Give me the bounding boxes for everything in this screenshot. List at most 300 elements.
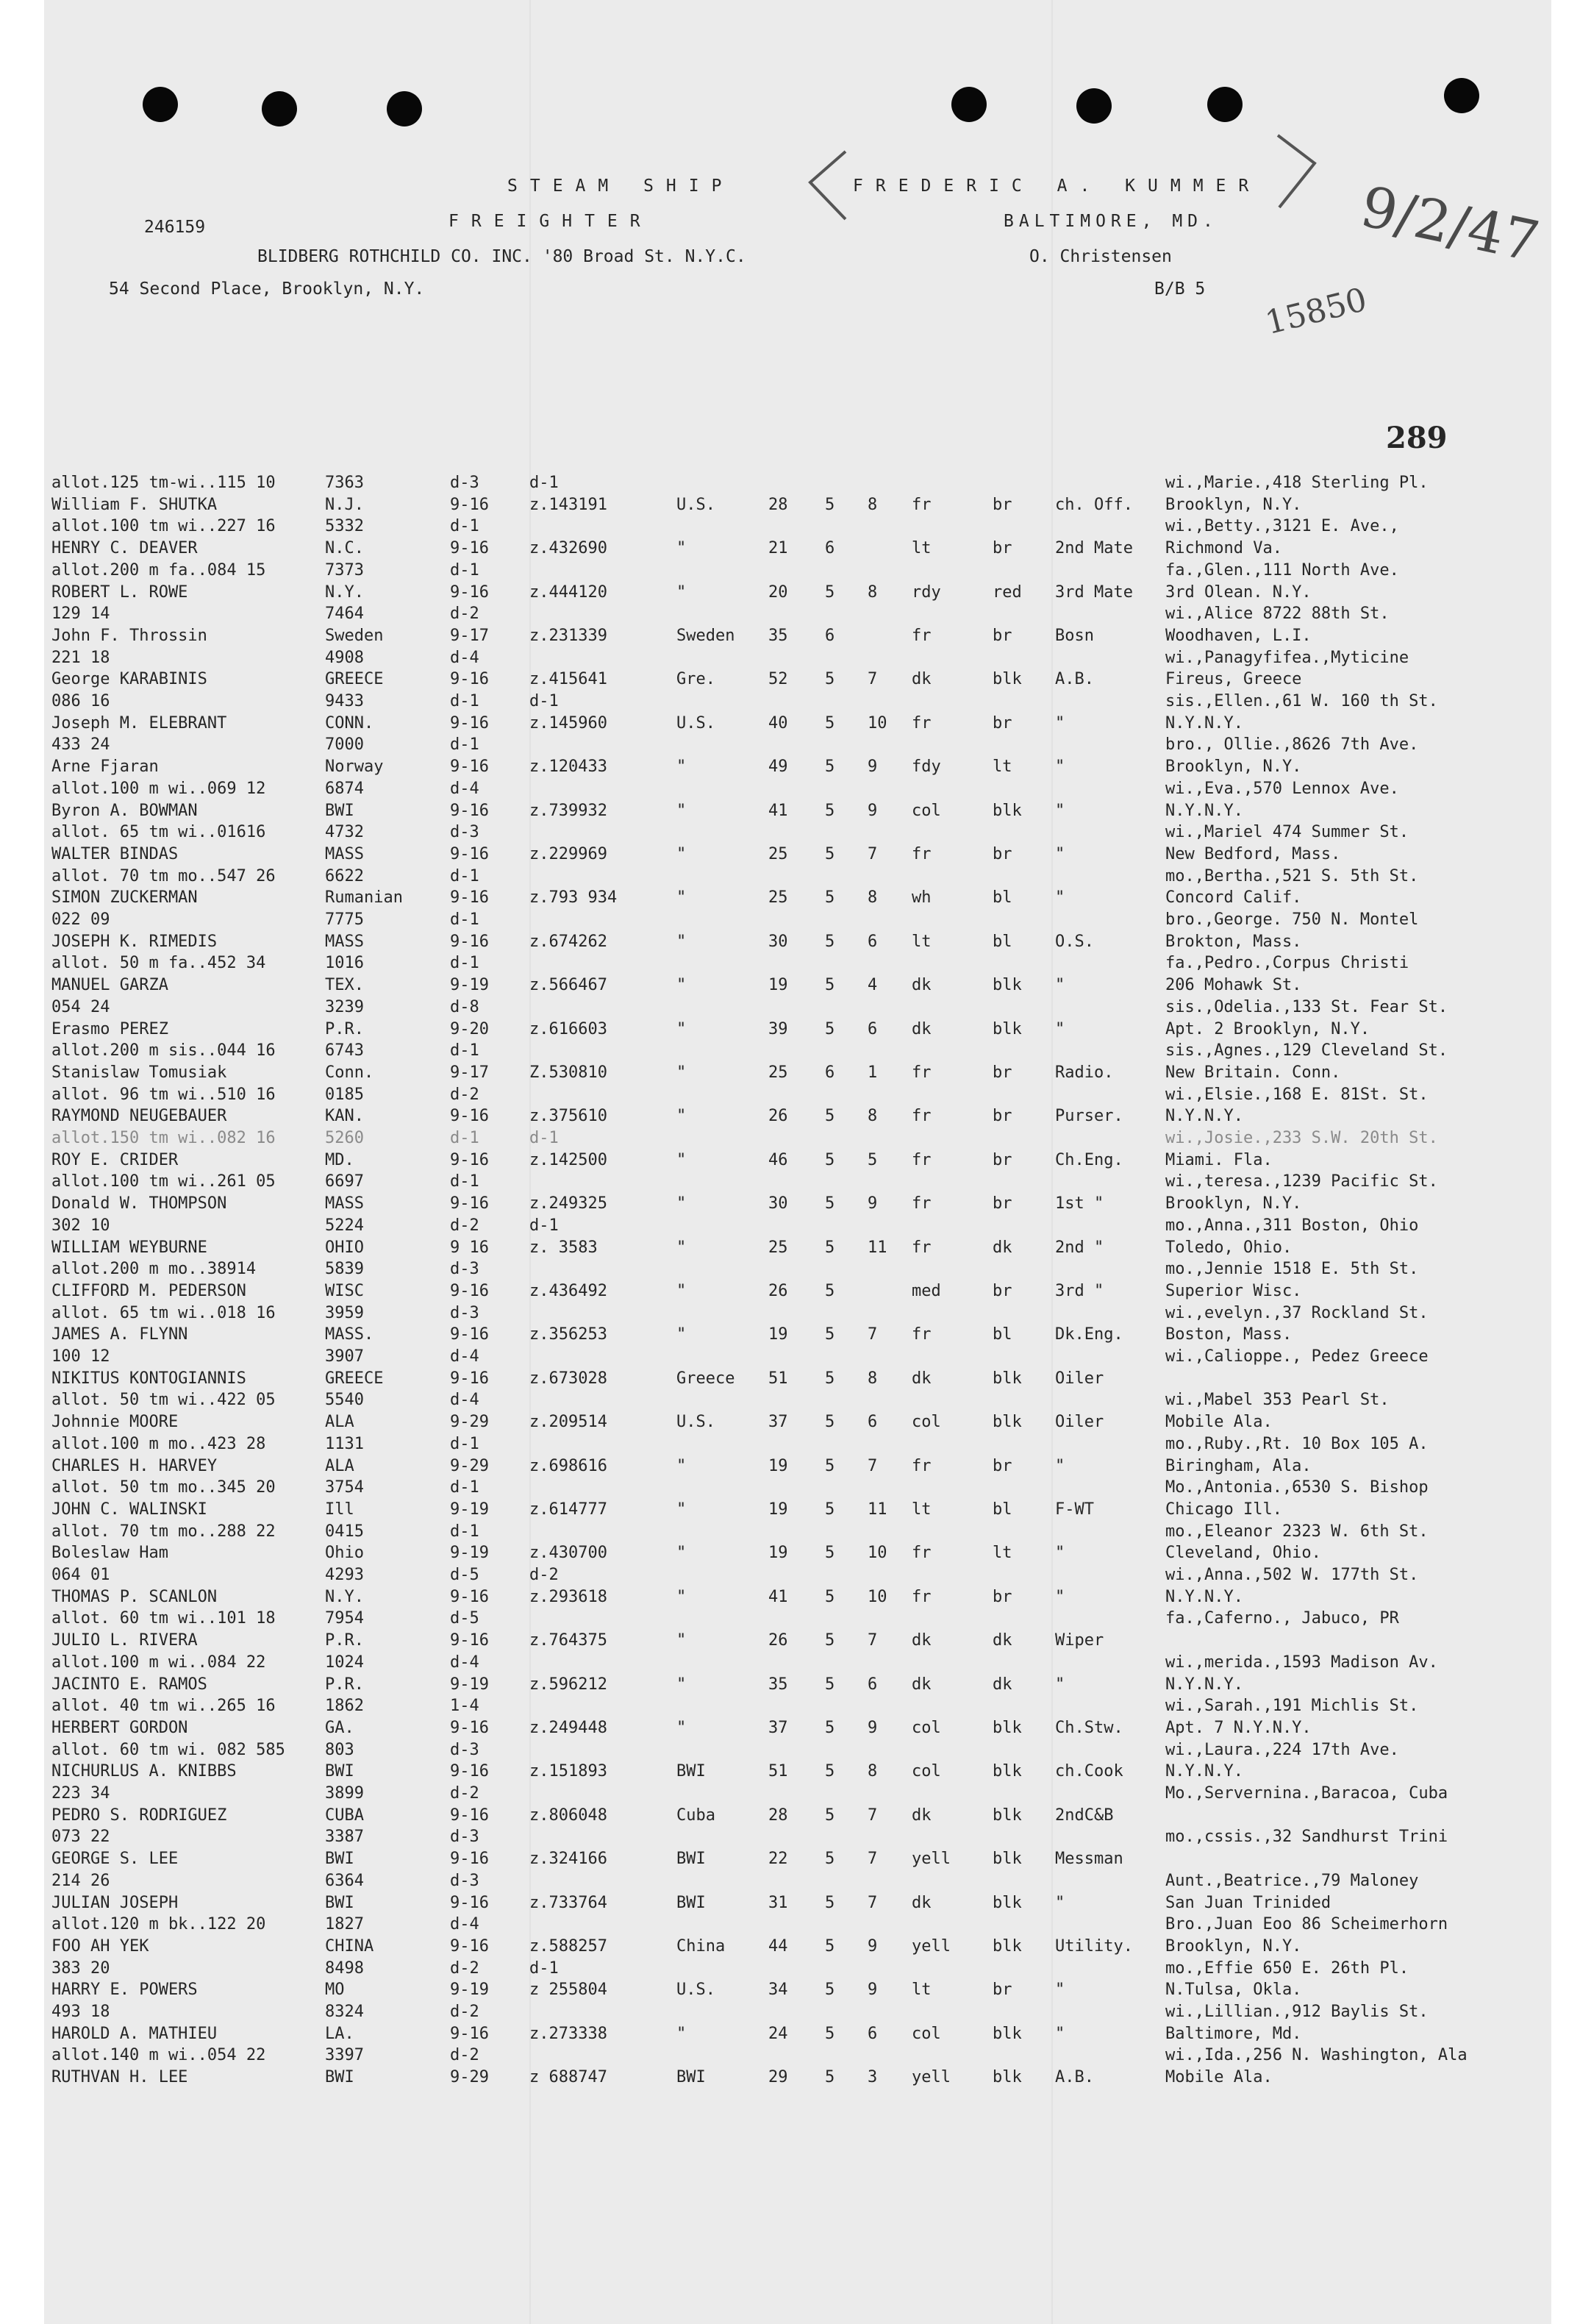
hair: br [993, 1981, 1012, 2000]
certificate-number: z.209514 [529, 1413, 607, 1432]
ship-date-or-document: d-2 [450, 605, 479, 624]
next-of-kin: Mo.,Antonia.,6530 S. Bishop [1165, 1478, 1429, 1497]
age: 19 [768, 1325, 788, 1344]
height-feet: 5 [825, 1981, 835, 2000]
crew-name-or-allotment: Joseph M. ELEBRANT [51, 713, 227, 733]
birthplace-or-code: BWI [325, 1893, 354, 1912]
complexion: col [912, 1718, 941, 1737]
age: 20 [768, 582, 788, 602]
rating: " [1055, 1893, 1065, 1912]
crew-name-or-allotment: Johnnie MOORE [51, 1413, 179, 1432]
height-inches: 10 [868, 1587, 887, 1606]
next-of-kin: Superior Wisc. [1165, 1281, 1302, 1300]
complexion: yell [912, 1936, 951, 1956]
next-of-kin: Brooklyn, N.Y. [1165, 1936, 1302, 1956]
certificate-number: z.444120 [529, 582, 607, 602]
complexion: med [912, 1281, 941, 1300]
crew-name-or-allotment: JOHN C. WALINSKI [51, 1500, 207, 1519]
manifest-row [44, 1848, 1551, 1870]
ship-date-or-document: 9 16 [450, 1238, 489, 1257]
hair: br [993, 1107, 1012, 1126]
rating: 3rd Mate [1055, 582, 1133, 602]
rating: Oiler [1055, 1369, 1104, 1388]
manifest-row [44, 952, 1551, 974]
ship-date-or-document: d-8 [450, 997, 479, 1016]
birthplace-or-code: N.Y. [325, 582, 364, 602]
certificate-number: z.698616 [529, 1456, 607, 1475]
height-inches: 7 [868, 844, 878, 863]
hair: blk [993, 1413, 1022, 1432]
complexion: dk [912, 976, 932, 995]
age: 41 [768, 1587, 788, 1606]
height-feet: 5 [825, 1806, 835, 1825]
complexion: yell [912, 1850, 951, 1869]
manifest-row [44, 734, 1551, 756]
rating: Dk.Eng. [1055, 1325, 1123, 1344]
complexion: wh [912, 888, 932, 908]
crew-name-or-allotment: 221 18 [51, 648, 110, 667]
next-of-kin: Apt. 7 N.Y.N.Y. [1165, 1718, 1312, 1737]
ship-date-or-document: 9-16 [450, 932, 489, 951]
manifest-row [44, 2001, 1551, 2023]
age: 49 [768, 758, 788, 777]
age: 35 [768, 626, 788, 645]
birthplace-or-code: P.R. [325, 1675, 364, 1694]
manifest-row [44, 625, 1551, 647]
ship-date-or-document: d-5 [450, 1609, 479, 1628]
age: 26 [768, 1631, 788, 1650]
next-of-kin: fa.,Pedro.,Corpus Christi [1165, 954, 1409, 973]
complexion: lt [912, 932, 932, 951]
complexion: col [912, 1413, 941, 1432]
complexion: dk [912, 1675, 932, 1694]
next-of-kin: wi.,Laura.,224 17th Ave. [1165, 1740, 1399, 1759]
height-inches: 7 [868, 1456, 878, 1475]
next-of-kin: wi.,Betty.,3121 E. Ave., [1165, 517, 1399, 536]
next-of-kin: Mobile Ala. [1165, 2068, 1273, 2087]
manifest-row [44, 1958, 1551, 1980]
nationality: U.S. [676, 713, 715, 733]
ship-date-or-document: 9-17 [450, 1063, 489, 1082]
age: 19 [768, 1500, 788, 1519]
complexion: fr [912, 1456, 932, 1475]
hair: br [993, 539, 1012, 558]
nationality: " [676, 1238, 687, 1257]
crew-name-or-allotment: Stanislaw Tomusiak [51, 1063, 227, 1082]
age: 41 [768, 801, 788, 820]
crew-name-or-allotment: allot.100 tm wi..227 16 [51, 517, 276, 536]
next-of-kin: mo.,Anna.,311 Boston, Ohio [1165, 1216, 1419, 1235]
crew-name-or-allotment: 214 26 [51, 1871, 110, 1890]
manifest-row [44, 1826, 1551, 1848]
next-of-kin: N.Y.N.Y. [1165, 713, 1243, 733]
birthplace-or-code: 3899 [325, 1784, 364, 1803]
manifest-row [44, 1171, 1551, 1193]
nationality: " [676, 1063, 687, 1082]
punch-hole [1444, 78, 1479, 113]
certificate-number: z.356253 [529, 1325, 607, 1344]
next-of-kin: San Juan Trinided [1165, 1893, 1331, 1912]
certificate-number: z.324166 [529, 1850, 607, 1869]
birthplace-or-code: MASS [325, 932, 364, 951]
rating: " [1055, 1587, 1065, 1606]
nationality: " [676, 1631, 687, 1650]
birthplace-or-code: 4908 [325, 648, 364, 667]
ship-date-or-document: d-1 [450, 866, 479, 885]
crew-name-or-allotment: ROY E. CRIDER [51, 1150, 179, 1169]
rating: Oiler [1055, 1413, 1104, 1432]
next-of-kin: wi.,merida.,1593 Madison Av. [1165, 1653, 1438, 1672]
manifest-row [44, 909, 1551, 931]
height-feet: 5 [825, 1762, 835, 1781]
nationality: " [676, 1107, 687, 1126]
rating: ch.Cook [1055, 1762, 1123, 1781]
age: 34 [768, 1981, 788, 2000]
nationality: BWI [676, 1893, 706, 1912]
next-of-kin: bro., Ollie.,8626 7th Ave. [1165, 735, 1419, 755]
height-inches: 8 [868, 495, 878, 514]
birthplace-or-code: CONN. [325, 713, 374, 733]
certificate-number: z.145960 [529, 713, 607, 733]
birthplace-or-code: Ohio [325, 1544, 364, 1563]
ship-date-or-document: d-5 [450, 1566, 479, 1584]
rating: " [1055, 888, 1065, 908]
next-of-kin: wi.,Calioppe., Pedez Greece [1165, 1347, 1429, 1366]
birthplace-or-code: KAN. [325, 1107, 364, 1126]
crew-name-or-allotment: allot.120 m bk..122 20 [51, 1915, 266, 1934]
manifest-row [44, 1936, 1551, 1958]
birthplace-or-code: 0415 [325, 1522, 364, 1541]
certificate-number: d-1 [529, 1129, 559, 1147]
next-of-kin: sis.,Odelia.,133 St. Fear St. [1165, 997, 1448, 1016]
hair: br [993, 1456, 1012, 1475]
ship-date-or-document: d-3 [450, 1871, 479, 1890]
manifest-row [44, 1258, 1551, 1280]
ship-date-or-document: 9-16 [450, 2024, 489, 2043]
height-inches: 9 [868, 1718, 878, 1737]
birthplace-or-code: 3239 [325, 997, 364, 1016]
birthplace-or-code: P.R. [325, 1631, 364, 1650]
crew-name-or-allotment: GEORGE S. LEE [51, 1850, 179, 1869]
height-feet: 5 [825, 582, 835, 602]
crew-name-or-allotment: allot.200 m mo..38914 [51, 1260, 257, 1279]
rating: Messman [1055, 1850, 1123, 1869]
manifest-row [44, 1892, 1551, 1914]
ship-date-or-document: d-2 [450, 1784, 479, 1803]
birthplace-or-code: 8498 [325, 1958, 364, 1978]
birthplace-or-code: Norway [325, 758, 384, 777]
next-of-kin: wi.,Lillian.,912 Baylis St. [1165, 2003, 1429, 2021]
nationality: U.S. [676, 1413, 715, 1432]
birthplace-or-code: ALA [325, 1413, 354, 1432]
manifest-row [44, 1084, 1551, 1106]
height-feet: 5 [825, 2024, 835, 2043]
ship-date-or-document: 9-16 [450, 1369, 489, 1388]
crew-name-or-allotment: Byron A. BOWMAN [51, 801, 198, 820]
height-inches: 7 [868, 1631, 878, 1650]
height-feet: 6 [825, 626, 835, 645]
height-inches: 5 [868, 1150, 878, 1169]
manifest-row [44, 538, 1551, 560]
crew-name-or-allotment: 073 22 [51, 1828, 110, 1847]
birthplace-or-code: GREECE [325, 1369, 384, 1388]
manifest-row [44, 2023, 1551, 2045]
manifest-row [44, 472, 1551, 494]
height-feet: 5 [825, 1936, 835, 1956]
ship-date-or-document: 9-16 [450, 1718, 489, 1737]
steamship-label: STEAM SHIP [507, 177, 734, 196]
crew-name-or-allotment: WALTER BINDAS [51, 844, 179, 863]
complexion: fdy [912, 758, 941, 777]
birthplace-or-code: 3397 [325, 2046, 364, 2065]
next-of-kin: Apt. 2 Brooklyn, N.Y. [1165, 1019, 1370, 1038]
nationality: " [676, 1718, 687, 1737]
certificate-number: z.739932 [529, 801, 607, 820]
punch-hole [262, 91, 297, 126]
manifest-row [44, 1783, 1551, 1805]
height-feet: 5 [825, 1369, 835, 1388]
height-inches: 10 [868, 1544, 887, 1563]
manifest-row [44, 1674, 1551, 1696]
birthplace-or-code: 3387 [325, 1828, 364, 1847]
ship-date-or-document: d-2 [450, 1216, 479, 1235]
certificate-number: z.293618 [529, 1587, 607, 1606]
height-inches: 1 [868, 1063, 878, 1082]
crew-name-or-allotment: allot.100 m mo..423 28 [51, 1434, 266, 1453]
certificate-number: z.375610 [529, 1107, 607, 1126]
rating: Bosn [1055, 626, 1094, 645]
birthplace-or-code: MO [325, 1981, 345, 2000]
complexion: col [912, 801, 941, 820]
rating: " [1055, 713, 1065, 733]
complexion: col [912, 1762, 941, 1781]
ship-date-or-document: 9-16 [450, 1806, 489, 1825]
height-inches: 4 [868, 976, 878, 995]
manifest-row [44, 756, 1551, 778]
manifest-row [44, 1499, 1551, 1521]
rating: " [1055, 1544, 1065, 1563]
age: 30 [768, 932, 788, 951]
next-of-kin: New Bedford, Mass. [1165, 844, 1341, 863]
birthplace-or-code: 6364 [325, 1871, 364, 1890]
complexion: fr [912, 1150, 932, 1169]
age: 46 [768, 1150, 788, 1169]
height-feet: 5 [825, 1631, 835, 1650]
age: 25 [768, 1238, 788, 1257]
certificate-number: z.432690 [529, 539, 607, 558]
certificate-number: d-1 [529, 692, 559, 710]
berth: B/B 5 [1154, 279, 1206, 299]
nationality: " [676, 2024, 687, 2043]
nationality: China [676, 1936, 726, 1956]
nationality: " [676, 1281, 687, 1300]
next-of-kin: wi.,teresa.,1239 Pacific St. [1165, 1172, 1438, 1191]
ship-date-or-document: d-1 [450, 692, 479, 710]
hair: blk [993, 1762, 1022, 1781]
hair: blk [993, 1369, 1022, 1388]
ship-date-or-document: d-1 [450, 735, 479, 755]
complexion: fr [912, 1587, 932, 1606]
age: 30 [768, 1194, 788, 1213]
next-of-kin: Aunt.,Beatrice.,79 Maloney [1165, 1871, 1419, 1890]
age: 24 [768, 2024, 788, 2043]
age: 25 [768, 844, 788, 863]
age: 39 [768, 1019, 788, 1038]
rating: A.B. [1055, 2068, 1094, 2087]
certificate-number: Z.530810 [529, 1063, 607, 1082]
ship-date-or-document: d-1 [450, 517, 479, 536]
manifest-row [44, 1389, 1551, 1411]
birthplace-or-code: 6697 [325, 1172, 364, 1191]
birthplace-or-code: 1827 [325, 1915, 364, 1934]
birthplace-or-code: ALA [325, 1456, 354, 1475]
birthplace-or-code: 5332 [325, 517, 364, 536]
crew-name-or-allotment: allot. 50 tm wi..422 05 [51, 1391, 276, 1410]
complexion: fr [912, 1063, 932, 1082]
next-of-kin: sis.,Ellen.,61 W. 160 th St. [1165, 692, 1438, 710]
next-of-kin: wi.,Marie.,418 Sterling Pl. [1165, 474, 1429, 492]
manifest-row [44, 1586, 1551, 1608]
birthplace-or-code: BWI [325, 1762, 354, 1781]
height-feet: 5 [825, 1107, 835, 1126]
ship-date-or-document: 9-16 [450, 1762, 489, 1781]
rating: Radio. [1055, 1063, 1114, 1082]
punch-hole [951, 87, 987, 122]
ship-date-or-document: 9-16 [450, 1893, 489, 1912]
ship-date-or-document: d-3 [450, 474, 479, 492]
certificate-number: z.566467 [529, 976, 607, 995]
manifest-row [44, 560, 1551, 582]
complexion: dk [912, 1806, 932, 1825]
ship-date-or-document: 9-16 [450, 495, 489, 514]
birthplace-or-code: 3907 [325, 1347, 364, 1366]
next-of-kin: Chicago Ill. [1165, 1500, 1282, 1519]
crew-name-or-allotment: allot. 70 tm mo..288 22 [51, 1522, 276, 1541]
ship-date-or-document: 9-16 [450, 1936, 489, 1956]
manifest-row [44, 1105, 1551, 1127]
hair: blk [993, 2024, 1022, 2043]
crew-name-or-allotment: John F. Throssin [51, 626, 207, 645]
nationality: " [676, 932, 687, 951]
crew-name-or-allotment: RUTHVAN H. LEE [51, 2068, 188, 2087]
certificate-number: z.229969 [529, 844, 607, 863]
crew-name-or-allotment: 383 20 [51, 1958, 110, 1978]
complexion: lt [912, 1500, 932, 1519]
crew-name-or-allotment: CHARLES H. HARVEY [51, 1456, 218, 1475]
nationality: " [676, 801, 687, 820]
next-of-kin: mo.,cssis.,32 Sandhurst Trini [1165, 1828, 1448, 1847]
age: 28 [768, 1806, 788, 1825]
ship-date-or-document: 9-29 [450, 1456, 489, 1475]
manifest-row [44, 516, 1551, 538]
birthplace-or-code: 9433 [325, 692, 364, 710]
next-of-kin: N.Y.N.Y. [1165, 801, 1243, 820]
manifest-row [44, 931, 1551, 953]
certificate-number: d-1 [529, 1216, 559, 1235]
height-inches: 9 [868, 1981, 878, 2000]
certificate-number: z.733764 [529, 1893, 607, 1912]
next-of-kin: Bro.,Juan Eoo 86 Scheimerhorn [1165, 1915, 1448, 1934]
ship-date-or-document: 9-19 [450, 1544, 489, 1563]
age: 31 [768, 1893, 788, 1912]
height-feet: 5 [825, 801, 835, 820]
ship-date-or-document: 9-19 [450, 1675, 489, 1694]
ship-date-or-document: 9-16 [450, 758, 489, 777]
age: 25 [768, 1063, 788, 1082]
nationality: " [676, 888, 687, 908]
crew-name-or-allotment: Donald W. THOMPSON [51, 1194, 227, 1213]
birthplace-or-code: BWI [325, 1850, 354, 1869]
crew-name-or-allotment: ROBERT L. ROWE [51, 582, 188, 602]
ship-date-or-document: d-4 [450, 648, 479, 667]
certificate-number: z.614777 [529, 1500, 607, 1519]
nationality: " [676, 1500, 687, 1519]
height-inches: 7 [868, 670, 878, 689]
manifest-row [44, 1149, 1551, 1172]
nationality: " [676, 758, 687, 777]
crew-name-or-allotment: 100 12 [51, 1347, 110, 1366]
complexion: fr [912, 1107, 932, 1126]
birthplace-or-code: BWI [325, 2068, 354, 2087]
height-feet: 5 [825, 1150, 835, 1169]
next-of-kin: wi.,Alice 8722 88th St. [1165, 605, 1390, 624]
crew-name-or-allotment: HARRY E. POWERS [51, 1981, 198, 2000]
certificate-number: d-1 [529, 1958, 559, 1978]
manifest-row [44, 2067, 1551, 2089]
crew-name-or-allotment: JULIAN JOSEPH [51, 1893, 179, 1912]
next-of-kin: Richmond Va. [1165, 539, 1282, 558]
hair: br [993, 1194, 1012, 1213]
complexion: dk [912, 1019, 932, 1038]
crew-name-or-allotment: HENRY C. DEAVER [51, 539, 198, 558]
height-inches: 11 [868, 1238, 887, 1257]
nationality: " [676, 1150, 687, 1169]
next-of-kin: wi.,Josie.,233 S.W. 20th St. [1165, 1129, 1438, 1147]
ship-date-or-document: 9-16 [450, 670, 489, 689]
manifest-row [44, 974, 1551, 997]
birthplace-or-code: N.Y. [325, 1587, 364, 1606]
next-of-kin: bro.,George. 750 N. Montel [1165, 910, 1419, 929]
manifest-row [44, 494, 1551, 516]
hair: br [993, 1587, 1012, 1606]
ship-date-or-document: 9-16 [450, 1281, 489, 1300]
nationality: " [676, 1456, 687, 1475]
rating: 2ndC&B [1055, 1806, 1114, 1825]
height-feet: 5 [825, 2068, 835, 2087]
next-of-kin: N.Y.N.Y. [1165, 1762, 1243, 1781]
ship-date-or-document: d-3 [450, 1740, 479, 1759]
next-of-kin: Concord Calif. [1165, 888, 1302, 908]
page-number: 289 [1386, 421, 1448, 455]
birthplace-or-code: CHINA [325, 1936, 374, 1956]
birthplace-or-code: N.J. [325, 495, 364, 514]
height-inches: 8 [868, 582, 878, 602]
height-inches: 3 [868, 2068, 878, 2087]
age: 28 [768, 495, 788, 514]
nationality: U.S. [676, 1981, 715, 2000]
height-feet: 5 [825, 1718, 835, 1737]
document-id: 246159 [144, 218, 206, 237]
rating: 3rd " [1055, 1281, 1104, 1300]
certificate-number: z.588257 [529, 1936, 607, 1956]
manifest-row [44, 866, 1551, 888]
rating: " [1055, 801, 1065, 820]
rating: " [1055, 1675, 1065, 1694]
complexion: rdy [912, 582, 941, 602]
rating: O.S. [1055, 932, 1094, 951]
complexion: fr [912, 713, 932, 733]
punch-hole [143, 87, 178, 122]
